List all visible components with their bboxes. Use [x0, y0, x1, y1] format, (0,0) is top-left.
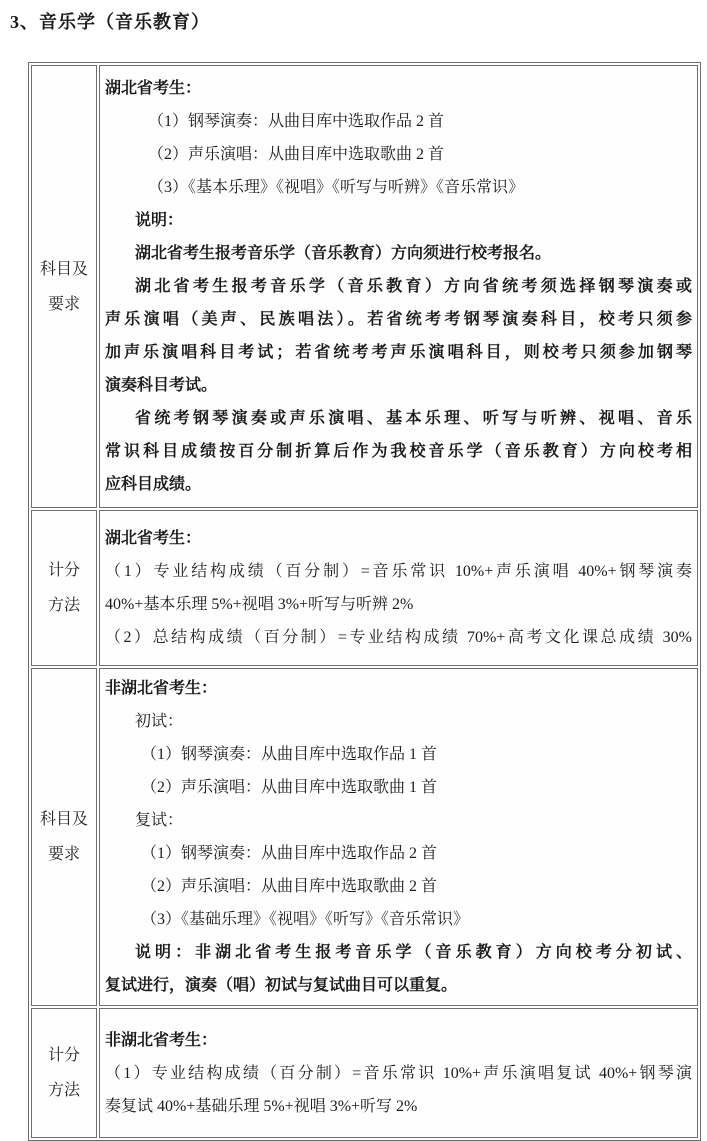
row-label-line: 方法	[47, 1082, 80, 1099]
text-line: 初试：	[135, 713, 184, 730]
row-label-line: 要求	[47, 295, 80, 313]
text-line: 湖北省考生：	[105, 530, 202, 547]
row-label-line: 方法	[47, 597, 80, 614]
text-line: 省统考钢琴演奏或声乐演唱、基本乐理、听写与听辨、视唱、音乐	[135, 410, 692, 427]
text-line: 湖北省考生报考音乐学（音乐教育）方向省统考须选择钢琴演奏或	[135, 278, 692, 295]
row-label-line: 计分	[47, 562, 80, 579]
text-line: （3）《基础乐理》《视唱》《听写》《音乐常识》	[141, 911, 470, 928]
text-line: （2）声乐演唱：从曲目库中选取歌曲 1 首	[141, 779, 438, 796]
text-line: 演奏科目考试。	[105, 377, 218, 394]
text-line: 说明：	[135, 212, 184, 229]
text-line: 应科目成绩。	[105, 476, 202, 493]
row-label-line: 科目及	[39, 811, 88, 828]
text-line: （3）《基本乐理》《视唱》《听写与听辨》《音乐常识》	[148, 179, 525, 196]
text-line: 复试进行，演奏（唱）初试与复试曲目可以重复。	[105, 977, 458, 994]
row-label-line: 要求	[47, 846, 80, 863]
text-line: （2）声乐演唱：从曲目库中选取歌曲 2 首	[141, 878, 438, 895]
table-row	[31, 1008, 698, 1138]
admission-requirements-table	[28, 62, 701, 1141]
text-line: 非湖北省考生：	[105, 1031, 218, 1049]
text-line: （2）声乐演唱：从曲目库中选取歌曲 2 首	[148, 146, 445, 163]
text-line: 湖北省考生报考音乐学（音乐教育）方向须进行校考报名。	[135, 245, 552, 262]
text-line: 复试：	[135, 812, 184, 829]
row-label-cell	[31, 65, 97, 508]
table-row	[31, 668, 698, 1006]
text-line: （1）钢琴演奏：从曲目库中选取作品 1 首	[141, 746, 438, 763]
table-row	[31, 510, 698, 666]
text-line: 说明：非湖北省考生报考音乐学（音乐教育）方向校考分初试、	[135, 944, 692, 961]
row-content-cell	[99, 510, 698, 666]
row-label-line: 计分	[47, 1047, 80, 1064]
text-line: （1）钢琴演奏：从曲目库中选取作品 2 首	[148, 113, 445, 130]
text-line: （1）钢琴演奏：从曲目库中选取作品 2 首	[141, 845, 438, 862]
text-line: （2）总结构成绩（百分制）=专业结构成绩 70%+高考文化课总成绩 30%	[105, 629, 692, 646]
text-line: 非湖北省考生：	[105, 680, 218, 697]
text-line: 湖北省考生：	[105, 80, 202, 97]
row-content-cell	[99, 668, 698, 1006]
text-line: 常识科目成绩按百分制折算后作为我校音乐学（音乐教育）方向校考相	[105, 443, 692, 460]
requirements-table-body	[31, 65, 698, 1138]
text-line: 40%+基本乐理 5%+视唱 3%+听写与听辨 2%	[105, 596, 414, 613]
text-line: （1）专业结构成绩（百分制）=音乐常识 10%+声乐演唱 40%+钢琴演奏	[105, 563, 692, 580]
row-content-cell	[99, 1008, 698, 1138]
page-title: 3、音乐学（音乐教育）	[10, 12, 210, 32]
table-row	[31, 65, 698, 508]
row-label-cell	[31, 1008, 97, 1138]
text-line: （1）专业结构成绩（百分制）=音乐常识 10%+声乐演唱复试 40%+钢琴演	[105, 1064, 692, 1082]
row-label-line: 科目及	[39, 260, 88, 278]
text-line: 加声乐演唱科目考试；若省统考考声乐演唱科目，则校考只须参加钢琴	[105, 344, 692, 361]
text-line: 声乐演唱（美声、民族唱法）。若省统考考钢琴演奏科目，校考只须参	[105, 311, 692, 328]
row-label-cell	[31, 510, 97, 666]
row-content-cell	[99, 65, 698, 508]
row-label-cell	[31, 668, 97, 1006]
text-line: 奏复试 40%+基础乐理 5%+视唱 3%+听写 2%	[105, 1097, 418, 1115]
